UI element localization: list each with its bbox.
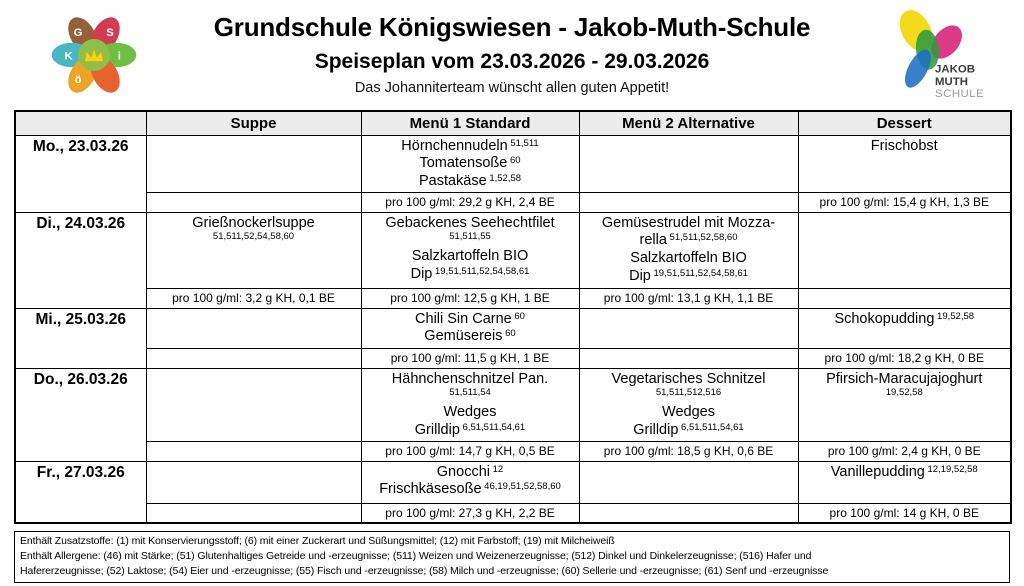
dish-line (582, 422, 796, 440)
cell-menu2 (579, 135, 798, 192)
page-tagline: Das Johanniterteam wünscht allen guten Appetit! (354, 80, 670, 96)
nutrition-cell-dessert: pro 100 g/ml: 15,4 g KH, 1,3 BE (798, 192, 1011, 212)
dish-line (582, 404, 796, 422)
dish-name: Pfirsich-Maracujajoghurt (826, 370, 983, 387)
header-titles (150, 0, 874, 96)
table-header-row (15, 111, 1011, 135)
logo-text-schule: SCHULE (935, 88, 985, 101)
cell-menu1 (361, 135, 579, 192)
dish-line (801, 138, 1009, 156)
dish-name: Pastakäse (418, 172, 487, 189)
nutrition-cell-dessert (798, 288, 1011, 308)
cell-menu1 (361, 461, 579, 503)
cell-dessert (798, 368, 1011, 441)
menu-day-row (15, 135, 1011, 192)
legend-line-additives: Enthält Zusatzstoffe: (1) mit Konservierungsstoff; (6) mit einer Zuckerart und Süßungsmittel; (12) mit Farbstoff; (19) mit Milcheiweiß (20, 535, 615, 547)
dish-line (582, 215, 796, 233)
day-cell: Do., 26.03.26 (15, 368, 146, 461)
nutrition-cell-suppe: pro 100 g/ml: 3,2 g KH, 0,1 BE (146, 288, 361, 308)
day-cell: Mi., 25.03.26 (15, 308, 146, 368)
dish-line (364, 422, 577, 440)
nutrition-cell-suppe (146, 348, 361, 368)
dish-line (801, 464, 1009, 482)
dish-line (364, 464, 577, 482)
dish-name: Frischkäsesoße (379, 481, 482, 498)
dish-name: Wedges (662, 404, 715, 421)
cell-suppe (146, 461, 361, 503)
day-cell: Fr., 27.03.26 (15, 461, 146, 523)
dish-name: Hähnchenschnitzel Pan. (391, 370, 549, 387)
dish-name: Schokopudding (834, 310, 935, 327)
dish-name: Salzkartoffeln BIO (411, 248, 529, 265)
nutrition-row (15, 348, 1011, 368)
legend-line-allergens2: Hafererzeugnisse; (52) Laktose; (54) Eier und -erzeugnisse; (55) Fisch und -erzeugnisse; (58) Milch und -erzeugnisse; (60) Sellerie und -erzeugnisse; (61) Senf und -erzeugnisse (20, 565, 829, 578)
menu-day-row (15, 461, 1011, 503)
dish-name: Wedges (443, 404, 497, 421)
dish-name: Vegetarisches Schnitzel (611, 370, 766, 387)
allergen-numbers: 51,511,512,516 (655, 387, 722, 399)
dish-line (149, 215, 359, 233)
nutrition-row (15, 441, 1011, 461)
dish-name: Chili Sin Carne (415, 310, 512, 327)
nutrition-cell-dessert: pro 100 g/ml: 18,2 g KH, 0 BE (798, 348, 1011, 368)
page-subtitle: Speiseplan vom 23.03.2026 - 29.03.2026 (314, 50, 710, 73)
dish-name: Gnocchi (436, 463, 490, 480)
allergen-numbers: 12 (489, 463, 504, 475)
cell-dessert (798, 212, 1011, 288)
document-header (0, 0, 1024, 108)
logo-letter: K (64, 50, 73, 63)
dish-line (582, 268, 796, 286)
logo-letter: i (117, 50, 121, 63)
dish-name: Dip (410, 265, 433, 282)
logo-letter: G (73, 27, 83, 40)
dish-line (364, 248, 577, 266)
menu-day-row (15, 212, 1011, 288)
dish-name: Vanillepudding (830, 463, 925, 480)
allergen-numbers: 19,52,58 (885, 387, 923, 399)
dish-name: Grilldip (633, 421, 679, 438)
dish-name: Grilldip (414, 421, 460, 438)
day-cell: Mo., 23.03.26 (15, 135, 146, 212)
nutrition-cell-dessert: pro 100 g/ml: 2,4 g KH, 0 BE (798, 441, 1011, 461)
dish-name: Dip (629, 267, 651, 284)
cell-menu2 (579, 368, 798, 441)
dish-line (364, 215, 577, 233)
col-header-day (15, 111, 146, 135)
cell-menu1 (361, 308, 579, 348)
cell-suppe (146, 212, 361, 288)
dish-name: rella (639, 232, 667, 249)
allergen-numbers: 60 (502, 328, 516, 340)
nutrition-cell-suppe (146, 441, 361, 461)
nutrition-cell-menu1: pro 100 g/ml: 29,2 g KH, 2,4 BE (361, 192, 579, 212)
nutrition-cell-menu2 (579, 503, 798, 523)
cell-menu2 (579, 212, 798, 288)
nutrition-row (15, 288, 1011, 308)
dish-name: Grießnockerlsuppe (192, 214, 315, 231)
cell-suppe (146, 135, 361, 192)
dish-line (364, 311, 577, 329)
page-title: Grundschule Königswiesen - Jakob-Muth-Schule (213, 12, 811, 42)
cell-menu2 (579, 461, 798, 503)
dish-line (801, 371, 1009, 389)
legend-box (14, 531, 1010, 583)
dish-name: Gemüsestrudel mit Mozza- (601, 214, 776, 231)
school-star-logo (44, 8, 144, 102)
col-header-menu1: Menü 1 Standard (361, 111, 579, 135)
nutrition-cell-suppe (146, 503, 361, 523)
nutrition-cell-menu2: pro 100 g/ml: 18,5 g KH, 0,6 BE (579, 441, 798, 461)
allergen-numbers: 19,51,511,52,54,58,61 (432, 265, 530, 277)
col-header-suppe: Suppe (146, 111, 361, 135)
nutrition-cell-menu1: pro 100 g/ml: 14,7 g KH, 0,5 BE (361, 441, 579, 461)
logo-text-jakob: JAKOB (935, 63, 975, 76)
dish-line (364, 328, 577, 346)
dish-line (364, 404, 577, 422)
menu-day-row (15, 368, 1011, 441)
cell-menu1 (361, 368, 579, 441)
allergen-numbers: 51,511,52,58,60 (666, 232, 738, 244)
allergen-numbers: 6,51,511,54,61 (678, 421, 744, 433)
cell-menu2 (579, 308, 798, 348)
dish-name: Frischobst (870, 137, 938, 154)
allergen-numbers: 19,51,511,52,54,58,61 (650, 267, 748, 279)
dish-line (801, 311, 1009, 329)
allergen-numbers: 51,511,52,54,58,60 (212, 231, 295, 243)
allergen-numbers: 51,511,54 (449, 387, 491, 399)
allergen-numbers: 12,19,52,58 (924, 463, 978, 475)
nutrition-cell-menu2 (579, 348, 798, 368)
allergen-numbers: 6,51,511,54,61 (459, 421, 526, 433)
dish-line (364, 155, 577, 173)
cell-dessert (798, 135, 1011, 192)
cell-dessert (798, 461, 1011, 503)
nutrition-row (15, 192, 1011, 212)
jakob-muth-logo (874, 2, 998, 102)
nutrition-cell-menu2 (579, 192, 798, 212)
dish-line (364, 481, 577, 499)
nutrition-cell-suppe (146, 192, 361, 212)
menu-day-row (15, 308, 1011, 348)
allergen-numbers: 19,52,58 (934, 310, 975, 322)
cell-menu1 (361, 212, 579, 288)
dish-name: Tomatensoße (419, 155, 508, 172)
dish-line (582, 232, 796, 250)
legend-line-allergens: Enthält Allergene: (46) mit Stärke; (51) Glutenhaltiges Getreide und -erzeugnisse; (511) Weizen und Weizenerzeugnisse; (512) Dinkel und Dinkelerzeugnisse; (516) Hafer und (20, 550, 812, 563)
nutrition-cell-dessert: pro 100 g/ml: 14 g KH, 0 BE (798, 503, 1011, 523)
nutrition-cell-menu1: pro 100 g/ml: 11,5 g KH, 1 BE (361, 348, 579, 368)
col-header-dessert: Dessert (798, 111, 1011, 135)
allergen-numbers: 60 (507, 155, 521, 167)
dish-name: Hörnchennudeln (401, 137, 508, 154)
dish-line (582, 371, 796, 389)
cell-dessert (798, 308, 1011, 348)
col-header-menu2: Menü 2 Alternative (579, 111, 798, 135)
logo-letter: ö (74, 74, 82, 87)
allergen-numbers: 60 (511, 310, 525, 322)
menu-table-body (15, 135, 1011, 523)
logo-text-muth: MUTH (935, 75, 969, 88)
day-cell: Di., 24.03.26 (15, 212, 146, 308)
allergen-numbers: 51,511 (507, 137, 539, 149)
dish-line (364, 266, 577, 284)
nutrition-cell-menu1: pro 100 g/ml: 12,5 g KH, 1 BE (361, 288, 579, 308)
allergen-numbers: 46,19,51,52,58,60 (481, 481, 561, 493)
menu-table (14, 110, 1012, 524)
nutrition-cell-menu2: pro 100 g/ml: 13,1 g KH, 1,1 BE (579, 288, 798, 308)
nutrition-row (15, 503, 1011, 523)
nutrition-cell-menu1: pro 100 g/ml: 27,3 g KH, 2,2 BE (361, 503, 579, 523)
dish-line (364, 371, 577, 389)
cell-suppe (146, 368, 361, 441)
dish-line (364, 138, 577, 156)
dish-line (582, 250, 796, 268)
dish-name: Gemüsereis (424, 328, 503, 345)
cell-suppe (146, 308, 361, 348)
dish-line (364, 173, 577, 191)
logo-letter: S (106, 27, 114, 40)
allergen-numbers: 1,52,58 (486, 172, 522, 184)
dish-name: Gebackenes Seehechtfilet (385, 214, 555, 231)
allergen-numbers: 51,511,55 (449, 231, 491, 243)
dish-name: Salzkartoffeln BIO (630, 249, 747, 266)
